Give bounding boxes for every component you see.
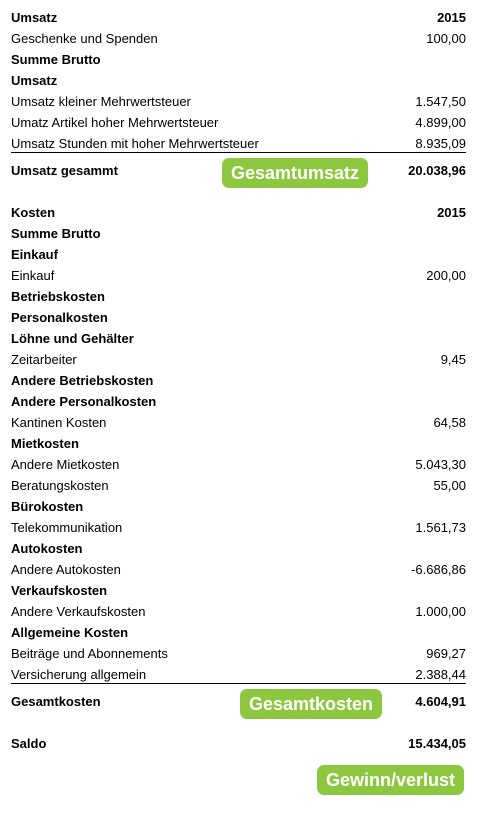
kosten-total-row	[11, 692, 466, 712]
saldo-value: 15.434,05	[408, 736, 466, 751]
item-label: Summe Brutto	[11, 226, 101, 241]
list-item	[11, 413, 466, 433]
item-value: -6.686,86	[411, 562, 466, 577]
umsatz-total-value: 20.038,96	[408, 163, 466, 178]
kosten-total-value: 4.604,91	[415, 694, 466, 709]
group-heading	[11, 581, 466, 601]
item-value: 4.899,00	[415, 115, 466, 130]
list-item	[11, 92, 466, 112]
list-item	[11, 644, 466, 664]
gesamtumsatz-badge: Gesamtumsatz	[222, 158, 368, 188]
item-label: Personalkosten	[11, 310, 108, 325]
item-value: 1.547,50	[415, 94, 466, 109]
group-heading	[11, 539, 466, 559]
saldo-label: Saldo	[11, 736, 47, 751]
item-label: Andere Autokosten	[11, 562, 121, 577]
umsatz-year: 2015	[437, 10, 466, 25]
kosten-header-label: Kosten	[11, 205, 56, 220]
item-label: Bürokosten	[11, 499, 84, 514]
group-heading	[11, 50, 466, 70]
item-label: Allgemeine Kosten	[11, 625, 129, 640]
item-value: 64,58	[433, 415, 466, 430]
group-heading	[11, 308, 466, 328]
group-heading	[11, 392, 466, 412]
item-label: Geschenke und Spenden	[11, 31, 158, 46]
item-value: 8.935,09	[415, 136, 466, 151]
item-label: Andere Betriebskosten	[11, 373, 154, 388]
list-item	[11, 113, 466, 133]
list-item	[11, 266, 466, 286]
item-label: Versicherung allgemein	[11, 667, 147, 682]
item-value: 5.043,30	[415, 457, 466, 472]
list-item	[11, 560, 466, 580]
list-item	[11, 602, 466, 622]
item-label: Umsatz kleiner Mehrwertsteuer	[11, 94, 191, 109]
item-label: Zeitarbeiter	[11, 352, 77, 367]
item-label: Verkaufskosten	[11, 583, 108, 598]
item-label: Einkauf	[11, 247, 58, 262]
saldo-row	[11, 734, 466, 754]
item-label: Löhne und Gehälter	[11, 331, 134, 346]
item-label: Mietkosten	[11, 436, 79, 451]
item-label: Andere Verkaufskosten	[11, 604, 146, 619]
list-item	[11, 350, 466, 370]
item-label: Einkauf	[11, 268, 55, 283]
list-item	[11, 476, 466, 496]
item-label: Autokosten	[11, 541, 83, 556]
item-label: Umsatz Stunden mit hoher Mehrwertsteuer	[11, 136, 259, 151]
list-item	[11, 134, 466, 154]
item-value: 2.388,44	[415, 667, 466, 682]
umsatz-header-label: Umsatz	[11, 10, 58, 25]
group-heading	[11, 371, 466, 391]
group-heading	[11, 623, 466, 643]
kosten-header-row	[11, 203, 466, 223]
kosten-total-rule	[11, 683, 466, 684]
item-value: 9,45	[440, 352, 466, 367]
item-label: Kantinen Kosten	[11, 415, 107, 430]
gesamtkosten-badge: Gesamtkosten	[240, 689, 382, 719]
item-label: Umatz Artikel hoher Mehrwertsteuer	[11, 115, 219, 130]
item-label: Andere Personalkosten	[11, 394, 157, 409]
item-label: Beiträge und Abonnements	[11, 646, 168, 661]
list-item	[11, 665, 466, 685]
umsatz-header-row	[11, 8, 466, 28]
item-label: Summe Brutto	[11, 52, 101, 67]
group-heading	[11, 497, 466, 517]
item-label: Andere Mietkosten	[11, 457, 120, 472]
list-item	[11, 518, 466, 538]
umsatz-total-rule	[11, 152, 466, 153]
group-heading	[11, 287, 466, 307]
group-heading	[11, 224, 466, 244]
item-value: 969,27	[426, 646, 466, 661]
list-item	[11, 29, 466, 49]
group-heading	[11, 329, 466, 349]
group-heading	[11, 434, 466, 454]
item-value: 55,00	[433, 478, 466, 493]
item-value: 100,00	[426, 31, 466, 46]
umsatz-total-label: Umsatz gesammt	[11, 163, 118, 178]
item-value: 200,00	[426, 268, 466, 283]
item-label: Umsatz	[11, 73, 58, 88]
list-item	[11, 455, 466, 475]
item-label: Betriebskosten	[11, 289, 105, 304]
item-value: 1.561,73	[415, 520, 466, 535]
item-label: Telekommunikation	[11, 520, 123, 535]
kosten-year: 2015	[437, 205, 466, 220]
group-heading	[11, 71, 466, 91]
item-label: Beratungskosten	[11, 478, 109, 493]
gewinn-verlust-badge: Gewinn/verlust	[317, 765, 464, 795]
item-value: 1.000,00	[415, 604, 466, 619]
kosten-total-label: Gesamtkosten	[11, 694, 101, 709]
group-heading	[11, 245, 466, 265]
